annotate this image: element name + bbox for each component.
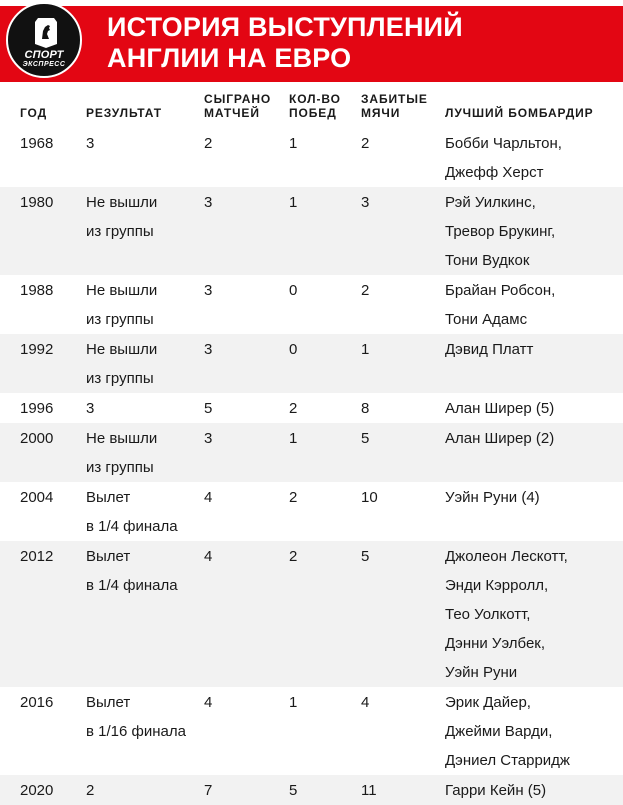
- column-header-line: МЯЧИ: [361, 106, 401, 120]
- top-scorer-cell-line: Бобби Чарльтон,: [445, 135, 562, 152]
- result-cell-line: 3: [86, 400, 95, 417]
- top-scorer-cell-line: Рэй Уилкинс,: [445, 194, 536, 211]
- top-scorer-cell-line: Уэйн Руни: [445, 664, 518, 681]
- matches-played-cell: [204, 541, 289, 687]
- wins-cell-value: 1: [289, 430, 298, 447]
- matches-played-cell-value: 7: [204, 782, 213, 799]
- wins-cell-value: 2: [289, 489, 298, 506]
- column-header-result: [86, 86, 204, 128]
- table-body: [0, 128, 623, 805]
- goals-cell-value: 5: [361, 430, 370, 447]
- wins-cell: [289, 482, 361, 541]
- table-row: [0, 128, 623, 187]
- goals-cell-value: 2: [361, 135, 370, 152]
- top-scorer-cell-line: Алан Ширер (5): [445, 400, 555, 417]
- result-cell: [86, 275, 204, 334]
- column-header-year: [0, 86, 86, 128]
- goals-cell: [361, 393, 445, 423]
- table-row: [0, 541, 623, 687]
- result-cell-line: Вылет: [86, 489, 131, 506]
- column-header-line: РЕЗУЛЬТАТ: [86, 106, 162, 120]
- wins-cell-value: 1: [289, 135, 298, 152]
- column-header-line: КОЛ-ВО: [289, 92, 341, 106]
- table-row: [0, 187, 623, 275]
- top-scorer-cell-line: Дэниел Старридж: [445, 752, 570, 769]
- result-cell-line: Не вышли: [86, 194, 158, 211]
- goals-cell: [361, 423, 445, 482]
- goals-cell-value: 1: [361, 341, 370, 358]
- top-scorer-cell-line: Энди Кэрролл,: [445, 577, 549, 594]
- goals-cell: [361, 187, 445, 275]
- top-scorer-cell-line: Дэвид Платт: [445, 341, 534, 358]
- result-cell-line: Не вышли: [86, 282, 158, 299]
- result-cell-line: из группы: [86, 223, 154, 240]
- result-cell-line: 2: [86, 782, 95, 799]
- top-scorer-cell-line: Гарри Кейн (5): [445, 782, 547, 799]
- column-header-line: ЗАБИТЫЕ: [361, 92, 428, 106]
- year-cell: [0, 423, 86, 482]
- matches-played-cell-value: 3: [204, 430, 213, 447]
- top-scorer-cell-line: Эрик Дайер,: [445, 694, 531, 711]
- wins-cell: [289, 393, 361, 423]
- horse-icon: [35, 18, 57, 48]
- top-scorer-cell-line: Джолеон Лескотт,: [445, 548, 568, 565]
- result-cell: [86, 393, 204, 423]
- year-cell: [0, 187, 86, 275]
- column-header-line: ПОБЕД: [289, 106, 337, 120]
- top-scorer-cell: [445, 482, 623, 541]
- top-scorer-cell: [445, 541, 623, 687]
- table-row: [0, 775, 623, 805]
- wins-cell-value: 2: [289, 400, 298, 417]
- matches-played-cell: [204, 275, 289, 334]
- matches-played-cell-value: 4: [204, 694, 213, 711]
- top-scorer-cell-line: Дэнни Уэлбек,: [445, 635, 546, 652]
- goals-cell: [361, 128, 445, 187]
- result-cell-line: Вылет: [86, 548, 131, 565]
- table-row: [0, 482, 623, 541]
- result-cell: [86, 482, 204, 541]
- table-header-row: [0, 86, 623, 128]
- top-scorer-cell: [445, 775, 623, 805]
- matches-played-cell: [204, 775, 289, 805]
- matches-played-cell: [204, 687, 289, 775]
- year-cell-value: 1980: [20, 194, 54, 211]
- table-row: [0, 423, 623, 482]
- goals-cell-value: 2: [361, 282, 370, 299]
- matches-played-cell: [204, 393, 289, 423]
- matches-played-cell: [204, 334, 289, 393]
- top-scorer-cell: [445, 128, 623, 187]
- wins-cell: [289, 775, 361, 805]
- year-cell: [0, 334, 86, 393]
- top-scorer-cell-line: Тео Уолкотт,: [445, 606, 531, 623]
- wins-cell-value: 1: [289, 194, 298, 211]
- matches-played-cell: [204, 187, 289, 275]
- goals-cell-value: 5: [361, 548, 370, 565]
- goals-cell: [361, 541, 445, 687]
- year-cell-value: 2012: [20, 548, 54, 565]
- result-cell-line: Вылет: [86, 694, 131, 711]
- top-scorer-cell: [445, 275, 623, 334]
- top-scorer-cell-line: Алан Ширер (2): [445, 430, 555, 447]
- top-scorer-cell: [445, 187, 623, 275]
- result-cell: [86, 541, 204, 687]
- result-cell-line: Не вышли: [86, 341, 158, 358]
- top-scorer-cell-line: Джефф Херст: [445, 164, 544, 181]
- column-header-top-scorer: [445, 86, 623, 128]
- wins-cell: [289, 687, 361, 775]
- matches-played-cell: [204, 128, 289, 187]
- wins-cell: [289, 128, 361, 187]
- matches-played-cell-value: 2: [204, 135, 213, 152]
- wins-cell-value: 0: [289, 341, 298, 358]
- top-scorer-cell-line: Джейми Варди,: [445, 723, 553, 740]
- result-cell-line: в 1/4 финала: [86, 518, 178, 535]
- column-header-line: ГОД: [20, 106, 48, 120]
- top-scorer-cell: [445, 393, 623, 423]
- top-scorer-cell-line: Тони Вудкок: [445, 252, 530, 269]
- goals-cell-value: 4: [361, 694, 370, 711]
- result-cell-line: в 1/4 финала: [86, 577, 178, 594]
- matches-played-cell-value: 5: [204, 400, 213, 417]
- goals-cell: [361, 334, 445, 393]
- wins-cell: [289, 541, 361, 687]
- wins-cell: [289, 334, 361, 393]
- year-cell: [0, 393, 86, 423]
- year-cell: [0, 541, 86, 687]
- year-cell-value: 2000: [20, 430, 54, 447]
- year-cell-value: 2020: [20, 782, 54, 799]
- logo-line1: СПОРТ: [24, 49, 64, 61]
- top-scorer-cell: [445, 423, 623, 482]
- matches-played-cell: [204, 482, 289, 541]
- table-row: [0, 393, 623, 423]
- top-scorer-cell-line: Тревор Брукинг,: [445, 223, 556, 240]
- result-cell: [86, 775, 204, 805]
- wins-cell-value: 1: [289, 694, 298, 711]
- year-cell-value: 1996: [20, 400, 54, 417]
- matches-played-cell: [204, 423, 289, 482]
- year-cell-value: 1968: [20, 135, 54, 152]
- result-cell: [86, 128, 204, 187]
- column-header-goals: [361, 86, 445, 128]
- result-cell: [86, 334, 204, 393]
- column-header-line: СЫГРАНО: [204, 92, 272, 106]
- year-cell-value: 1992: [20, 341, 54, 358]
- result-cell-line: из группы: [86, 459, 154, 476]
- year-cell: [0, 482, 86, 541]
- matches-played-cell-value: 4: [204, 489, 213, 506]
- table-row: [0, 687, 623, 775]
- matches-played-cell-value: 3: [204, 341, 213, 358]
- column-header-wins: [289, 86, 361, 128]
- column-header-line: МАТЧЕЙ: [204, 106, 260, 120]
- year-cell-value: 1988: [20, 282, 54, 299]
- table-row: [0, 275, 623, 334]
- result-cell-line: 3: [86, 135, 95, 152]
- matches-played-cell-value: 3: [204, 282, 213, 299]
- top-scorer-cell-line: Уэйн Руни (4): [445, 489, 540, 506]
- result-cell: [86, 687, 204, 775]
- goals-cell-value: 8: [361, 400, 370, 417]
- top-scorer-cell: [445, 334, 623, 393]
- column-header-line: ЛУЧШИЙ БОМБАРДИР: [445, 106, 594, 120]
- top-scorer-cell: [445, 687, 623, 775]
- table-row: [0, 334, 623, 393]
- euro-history-table: [0, 86, 623, 805]
- goals-cell-value: 10: [361, 489, 378, 506]
- column-header-played: [204, 86, 289, 128]
- year-cell: [0, 128, 86, 187]
- goals-cell: [361, 687, 445, 775]
- wins-cell-value: 5: [289, 782, 298, 799]
- year-cell: [0, 275, 86, 334]
- goals-cell-value: 11: [361, 782, 377, 799]
- top-scorer-cell-line: Брайан Робсон,: [445, 282, 556, 299]
- wins-cell: [289, 187, 361, 275]
- goals-cell-value: 3: [361, 194, 370, 211]
- header: [0, 0, 623, 82]
- wins-cell-value: 0: [289, 282, 298, 299]
- logo-line2: ЭКСПРЕСС: [22, 61, 66, 68]
- title-line2: АНГЛИИ НА ЕВРО: [107, 43, 352, 73]
- result-cell-line: Не вышли: [86, 430, 158, 447]
- result-cell: [86, 423, 204, 482]
- year-cell: [0, 687, 86, 775]
- matches-played-cell-value: 3: [204, 194, 213, 211]
- goals-cell: [361, 775, 445, 805]
- result-cell-line: в 1/16 финала: [86, 723, 186, 740]
- result-cell: [86, 187, 204, 275]
- top-scorer-cell-line: Тони Адамс: [445, 311, 528, 328]
- year-cell: [0, 775, 86, 805]
- title-line1: ИСТОРИЯ ВЫСТУПЛЕНИЙ: [107, 12, 463, 42]
- year-cell-value: 2016: [20, 694, 54, 711]
- year-cell-value: 2004: [20, 489, 54, 506]
- page-title: [107, 12, 463, 74]
- wins-cell-value: 2: [289, 548, 298, 565]
- result-cell-line: из группы: [86, 311, 154, 328]
- sport-express-logo[interactable]: [6, 2, 82, 78]
- goals-cell: [361, 275, 445, 334]
- wins-cell: [289, 275, 361, 334]
- wins-cell: [289, 423, 361, 482]
- goals-cell: [361, 482, 445, 541]
- result-cell-line: из группы: [86, 370, 154, 387]
- matches-played-cell-value: 4: [204, 548, 213, 565]
